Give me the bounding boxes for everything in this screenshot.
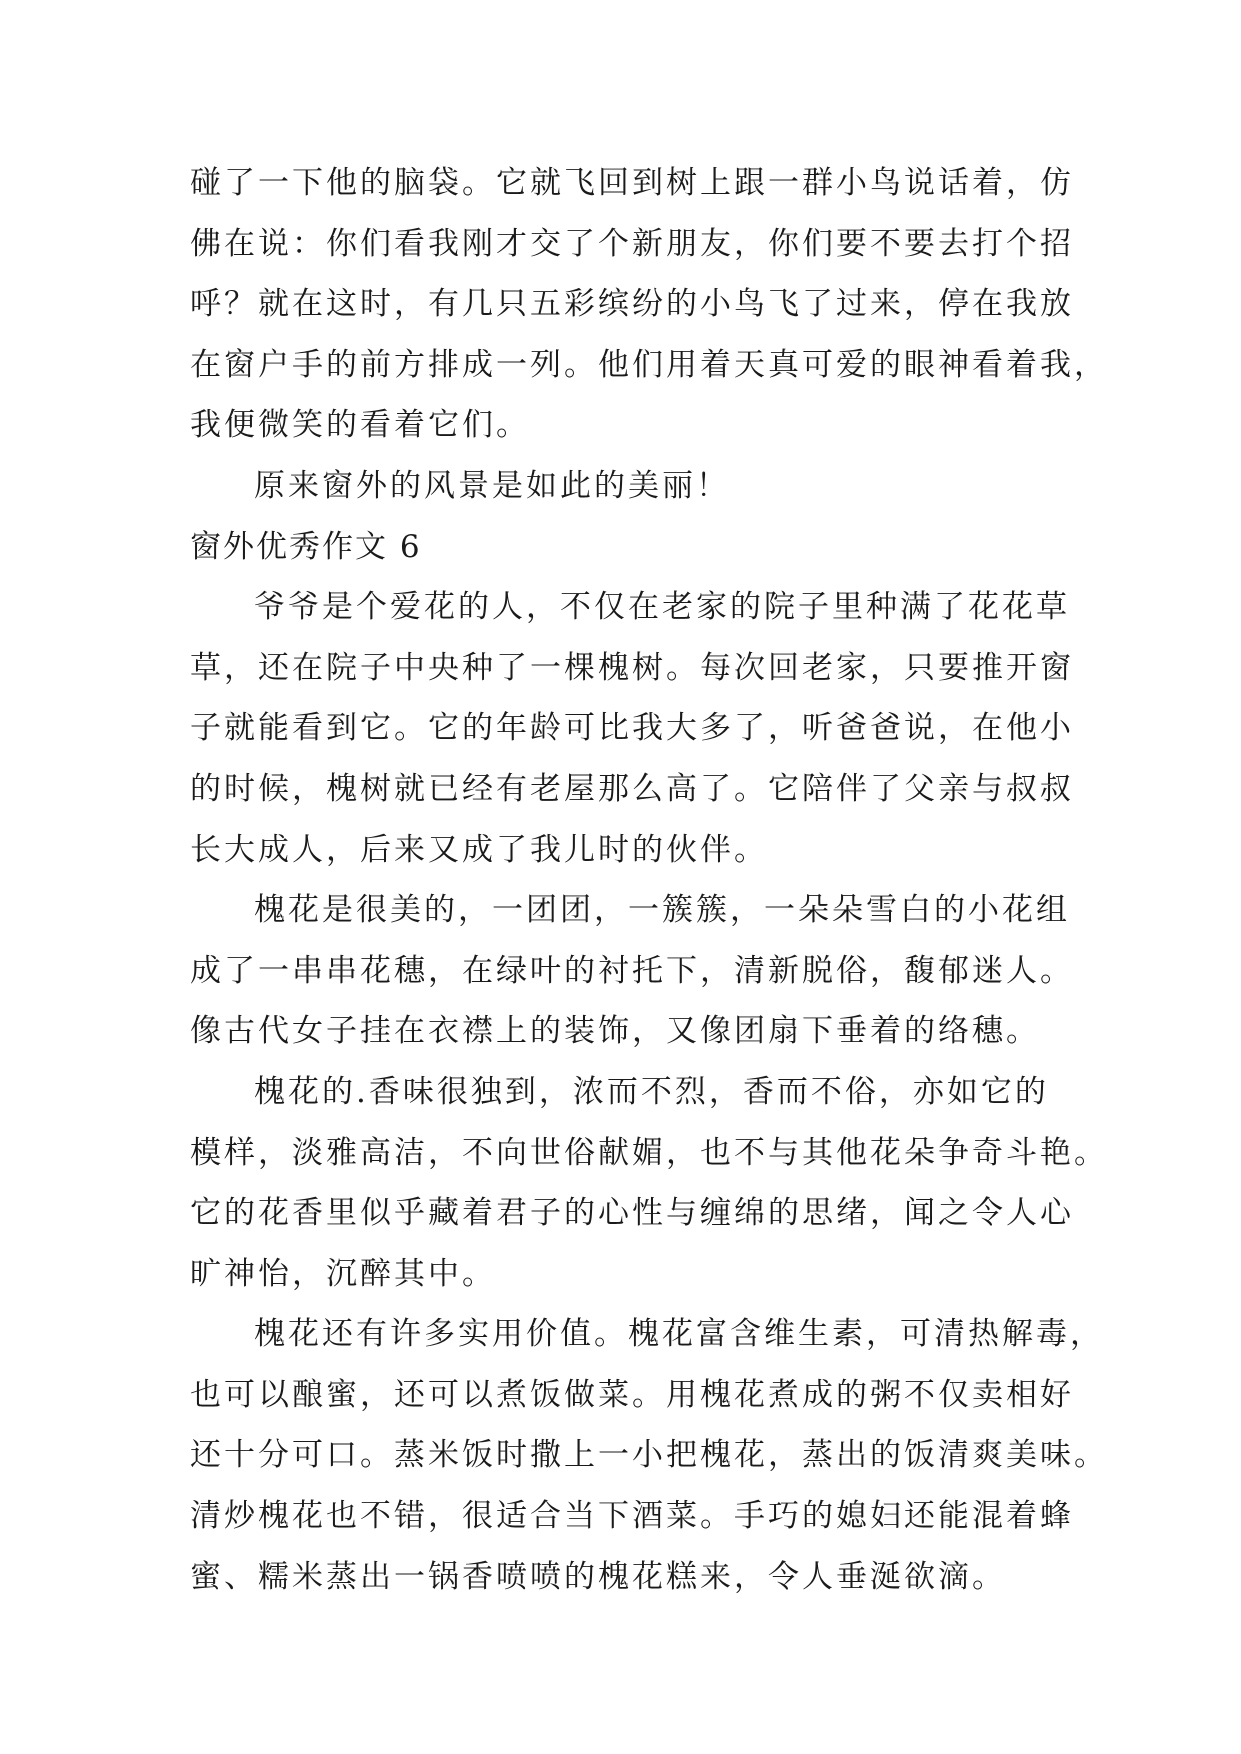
- text-line: 我便微笑的看着它们。: [190, 407, 530, 444]
- paragraph: [190, 1304, 1108, 1607]
- text-line: 它的花香里似乎藏着君子的心性与缠绵的思绪，闻之令人心: [190, 1195, 1074, 1232]
- paragraph: [190, 577, 1074, 880]
- text-line: 旷神怡，沉醉其中。: [190, 1255, 496, 1292]
- text-line: 呼？就在这时，有几只五彩缤纷的小鸟飞了过来，停在我放: [190, 286, 1074, 323]
- text-line: 子就能看到它。它的年龄可比我大多了，听爸爸说，在他小: [190, 710, 1074, 747]
- text-line: 成了一串串花穗，在绿叶的衬托下，清新脱俗，馥郁迷人。: [190, 952, 1074, 989]
- section-heading: 窗外优秀作文 6: [190, 528, 422, 565]
- text-line: 像古代女子挂在衣襟上的装饰，又像团扇下垂着的络穗。: [190, 1013, 1040, 1050]
- text-line: 清炒槐花也不错，很适合当下酒菜。手巧的媳妇还能混着蜂: [190, 1498, 1074, 1535]
- text-line: 长大成人，后来又成了我儿时的伙伴。: [190, 831, 768, 868]
- text-line: 模样，淡雅高洁，不向世俗献媚，也不与其他花朵争奇斗艳。: [190, 1134, 1108, 1171]
- text-line: 在窗户手的前方排成一列。他们用着天真可爱的眼神看着我，: [190, 346, 1108, 383]
- text-line: 碰了一下他的脑袋。它就飞回到树上跟一群小鸟说话着，仿: [190, 165, 1074, 201]
- paragraph: [190, 153, 1108, 456]
- text-line: 槐花的.香味很独到，浓而不烈，香而不俗，亦如它的: [254, 1073, 1049, 1110]
- text-line: 佛在说：你们看我刚才交了个新朋友，你们要不要去打个招: [190, 225, 1074, 262]
- text-line: 也可以酿蜜，还可以煮饭做菜。用槐花煮成的粥不仅卖相好: [190, 1376, 1074, 1413]
- text-line: 还十分可口。蒸米饭时撒上一小把槐花，蒸出的饭清爽美味。: [190, 1437, 1108, 1474]
- text-line: 原来窗外的风景是如此的美丽！: [254, 467, 730, 504]
- document-body: [190, 153, 1108, 1607]
- text-line: 槐花还有许多实用价值。槐花富含维生素，可清热解毒，: [254, 1316, 1104, 1353]
- paragraph: [190, 880, 1074, 1062]
- text-line: 的时候，槐树就已经有老屋那么高了。它陪伴了父亲与叔叔: [190, 770, 1074, 807]
- text-line: 蜜、糯米蒸出一锅香喷喷的槐花糕来，令人垂涎欲滴。: [190, 1558, 1006, 1595]
- paragraph: [190, 456, 1050, 517]
- text-line: 爷爷是个爱花的人，不仅在老家的院子里种满了花花草: [254, 589, 1070, 626]
- paragraph: [190, 1062, 1108, 1304]
- text-line: 槐花是很美的，一团团，一簇簇，一朵朵雪白的小花组: [254, 892, 1070, 929]
- text-line: 草，还在院子中央种了一棵槐树。每次回老家，只要推开窗: [190, 649, 1074, 686]
